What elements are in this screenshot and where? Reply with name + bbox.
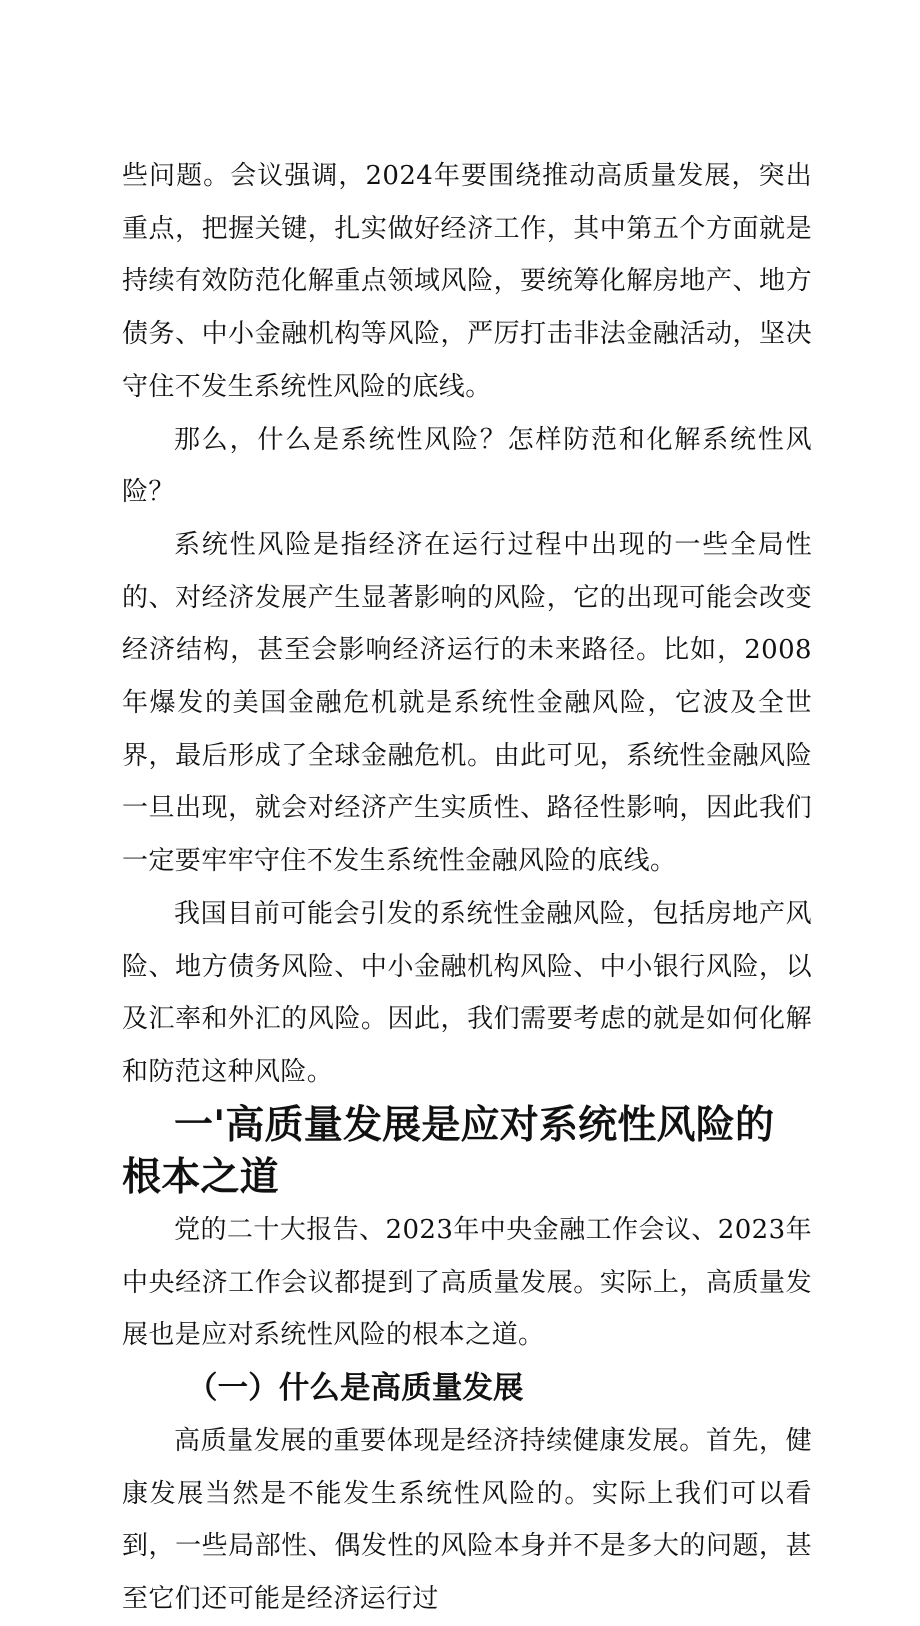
section-heading-1: 一'高质量发展是应对系统性风险的根本之道 (122, 1101, 775, 1201)
paragraph-risk-types: 我国目前可能会引发的系统性金融风险，包括房地产风险、地方债务风险、中小金融机构风险、中小银行风险，以及汇率和外汇的风险。因此，我们需要考虑的就是如何化解和防范这种风险。 (122, 898, 812, 1087)
paragraph-continuation: 些问题。会议强调，2024年要围绕推动高质量发展，突出重点，把握关键，扎实做好经济工作，其中第五个方面就是持续有效防范化解重点领域风险，要统筹化解房地产、地方债务、中小金融机构等风险，严厉打击非法金融活动，坚决守住不发生系统性风险的底线。 (122, 161, 812, 402)
subsection-heading-1: （一）什么是高质量发展 (187, 1370, 524, 1407)
paragraph-question: 那么，什么是系统性风险？怎样防范和化解系统性风险？ (122, 424, 812, 508)
paragraph-systemic-risk-definition: 系统性风险是指经济在运行过程中出现的一些全局性的、对经济发展产生显著影响的风险，它的出现可能会改变经济结构，甚至会影响经济运行的未来路径。比如，2008年爆发的美国金融危机就是系统性金融风险，它波及全世界，最后形成了全球金融危机。由此可见，系统性金融风险一旦出现，就会对经济产生实质性、路径性影响，因此我们一定要牢牢守住不发生系统性金融风险的底线。 (122, 529, 812, 877)
paragraph-healthy-development: 高质量发展的重要体现是经济持续健康发展。首先，健康发展当然是不能发生系统性风险的。实际上我们可以看到，一些局部性、偶发性的风险本身并不是多大的问题，甚至它们还可能是经济运行过 (122, 1425, 812, 1614)
paragraph-high-quality-development: 党的二十大报告、2023年中央金融工作会议、2023年中央经济工作会议都提到了高质量发展。实际上，高质量发展也是应对系统性风险的根本之道。 (122, 1215, 812, 1351)
document-body (122, 150, 812, 1626)
